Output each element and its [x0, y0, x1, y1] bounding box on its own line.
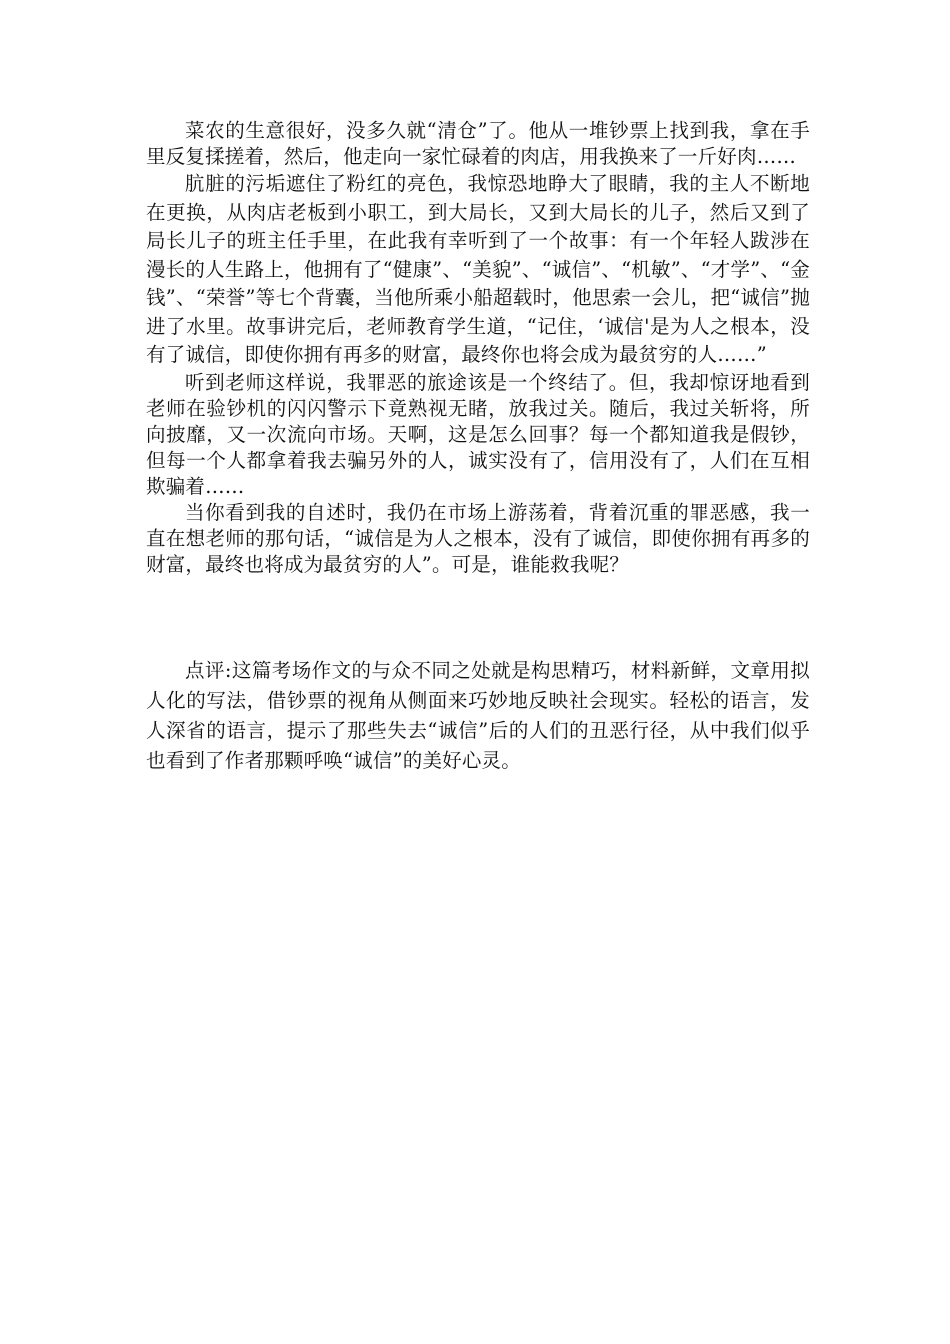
document-page — [146, 118, 810, 776]
comment-paragraph: 点评:这篇考场作文的与众不同之处就是构思精巧，材料新鲜，文章用拟人化的写法，借钞票的视角从侧面来巧妙地反映社会现实。轻松的语言，发人深省的语言，提示了那些失去“诚信”后的人们的丑恶行径，从中我们似乎也看到了作者那颗呼唤“诚信”的美好心灵。 — [146, 658, 810, 772]
paragraph-4: 当你看到我的自述时，我仍在市场上游荡着，背着沉重的罪恶感，我一直在想老师的那句话，“诚信是为人之根本，没有了诚信，即使你拥有再多的财富，最终也将成为最贫穷的人”。可是，谁能救我呢？ — [146, 500, 810, 576]
paragraph-1: 菜农的生意很好，没多久就“清仓”了。他从一堆钞票上找到我，拿在手里反复揉搓着，然后，他走向一家忙碌着的肉店，用我换来了一斤好肉…… — [146, 119, 810, 168]
paragraph-3: 听到老师这样说，我罪恶的旅途该是一个终结了。但，我却惊讶地看到老师在验钞机的闪闪警示下竟熟视无睹，放我过关。随后，我过关斩将，所向披靡，又一次流向市场。天啊，这是怎么回事？每一个都知道我是假钞，但每一个人都拿着我去骗另外的人，诚实没有了，信用没有了，人们在互相欺骗着…… — [146, 370, 810, 498]
paragraph-2: 肮脏的污垢遮住了粉红的亮色，我惊恐地睁大了眼睛，我的主人不断地在更换，从肉店老板到小职工，到大局长，又到大局长的儿子，然后又到了局长儿子的班主任手里，在此我有幸听到了一个故事：有一个年轻人跋涉在漫长的人生路上，他拥有了“健康”、“美貌”、“诚信”、“机敏”、“才学”、“金钱”、“荣誉”等七个背囊，当他所乘小船超载时，他思索一会儿，把“诚信”抛进了水里。故事讲完后，老师教育学生道，“记住，‘诚信'是为人之根本，没有了诚信，即使你拥有再多的财富，最终你也将会成为最贫穷的人……” — [146, 172, 810, 366]
section-gap — [146, 578, 810, 656]
